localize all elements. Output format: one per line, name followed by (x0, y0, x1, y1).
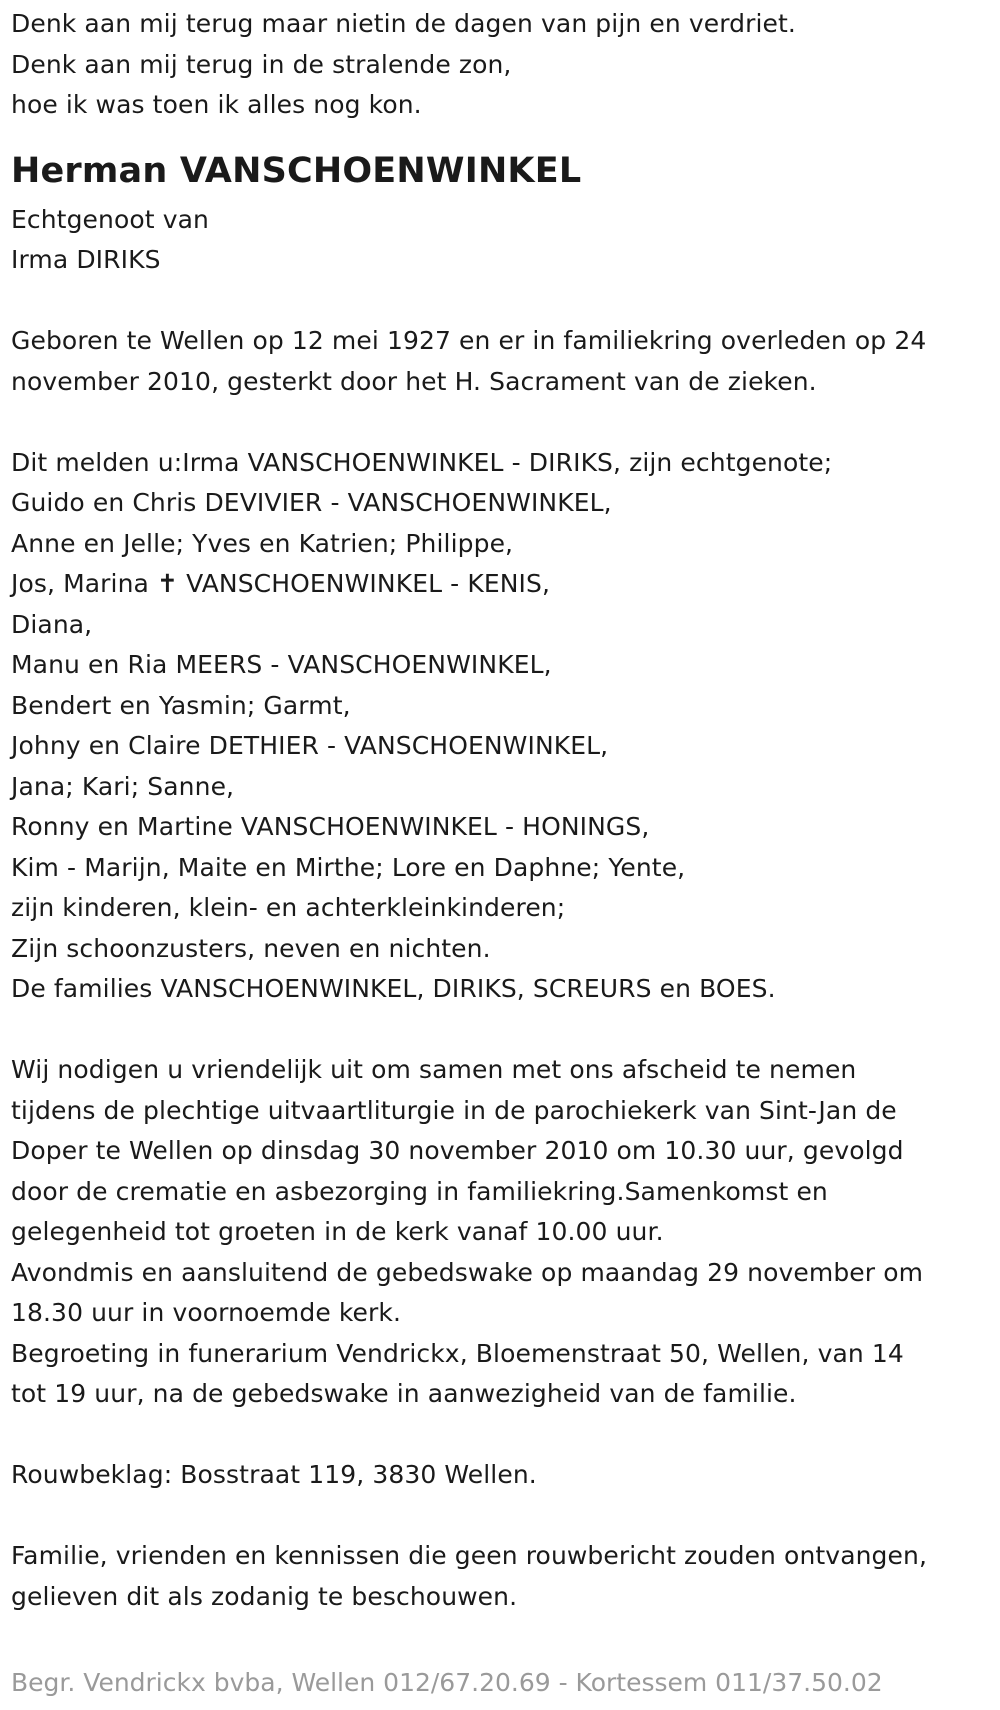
family-line: Bendert en Yasmin; Garmt, (11, 690, 351, 720)
birth-death-paragraph (11, 321, 991, 402)
funeral-paragraph (11, 1050, 991, 1415)
text-line: Familie, vrienden en kennissen die geen rouwbericht zouden ontvangen, (11, 1541, 927, 1570)
text-line: gelegenheid tot groeten in de kerk vanaf 10.00 uur. (11, 1217, 664, 1246)
family-line: Kim - Marijn, Maite en Mirthe; Lore en Daphne; Yente, (11, 852, 686, 882)
poem-line: Denk aan mij terug in de stralende zon, (11, 49, 512, 79)
text-line: tot 19 uur, na de gebedswake in aanwezigheid van de familie. (11, 1379, 797, 1408)
spouse-block (11, 200, 991, 281)
text-line: door de crematie en asbezorging in familiekring.Samenkomst en (11, 1176, 828, 1206)
family-line: Jana; Kari; Sanne, (11, 771, 235, 801)
text-line: 18.30 uur in voornoemde kerk. (11, 1298, 402, 1327)
family-line: Johny en Claire DETHIER - VANSCHOENWINKEL, (11, 731, 609, 760)
spacer (11, 402, 991, 443)
spouse-intro: Echtgenoot van (11, 204, 209, 234)
family-line: zijn kinderen, klein- en achterkleinkinderen; (11, 893, 566, 922)
poem (11, 4, 991, 126)
obituary-document (11, 4, 991, 1617)
spacer (11, 281, 991, 322)
family-list (11, 443, 991, 1010)
family-line: Anne en Jelle; Yves en Katrien; Philippe, (11, 528, 514, 558)
deceased-name: Herman VANSCHOENWINKEL (11, 150, 582, 191)
text-line: Doper te Wellen op dinsdag 30 november 2010 om 10.30 uur, gevolgd (11, 1136, 904, 1165)
text-line: november 2010, gesterkt door het H. Sacrament van de zieken. (11, 366, 817, 396)
family-line: Zijn schoonzusters, neven en nichten. (11, 933, 491, 963)
family-line: Jos, Marina ✝ VANSCHOENWINKEL - KENIS, (11, 569, 551, 598)
text-line: Wij nodigen u vriendelijk uit om samen met ons afscheid te nemen (11, 1055, 857, 1084)
text-line: tijdens de plechtige uitvaartliturgie in de parochiekerk van Sint-Jan de (11, 1095, 897, 1125)
family-line: Dit melden u:Irma VANSCHOENWINKEL - DIRIKS, zijn echtgenote; (11, 447, 833, 477)
spacer (11, 1415, 991, 1456)
funeral-home-footer: Begr. Vendrickx bvba, Wellen 012/67.20.69 - Kortessem 011/37.50.02 (11, 1668, 883, 1697)
family-line: De families VANSCHOENWINKEL, DIRIKS, SCREURS en BOES. (11, 974, 776, 1003)
spacer (11, 1496, 991, 1537)
text-line: Begroeting in funerarium Vendrickx, Bloemenstraat 50, Wellen, van 14 (11, 1338, 904, 1368)
notice-paragraph (11, 1536, 991, 1617)
condolence-address: Rouwbeklag: Bosstraat 119, 3830 Wellen. (11, 1460, 537, 1489)
text-line: gelieven dit als zodanig te beschouwen. (11, 1581, 518, 1611)
poem-line: hoe ik was toen ik alles nog kon. (11, 90, 422, 119)
family-line: Ronny en Martine VANSCHOENWINKEL - HONINGS, (11, 812, 650, 841)
family-line: Guido en Chris DEVIVIER - VANSCHOENWINKEL, (11, 488, 612, 517)
family-line: Manu en Ria MEERS - VANSCHOENWINKEL, (11, 650, 552, 679)
spouse-name: Irma DIRIKS (11, 245, 161, 274)
spacer (11, 1010, 991, 1051)
text-line: Geboren te Wellen op 12 mei 1927 en er in familiekring overleden op 24 (11, 326, 927, 355)
family-line: Diana, (11, 609, 93, 639)
text-line: Avondmis en aansluitend de gebedswake op maandag 29 november om (11, 1257, 924, 1287)
poem-line: Denk aan mij terug maar nietin de dagen van pijn en verdriet. (11, 9, 796, 38)
